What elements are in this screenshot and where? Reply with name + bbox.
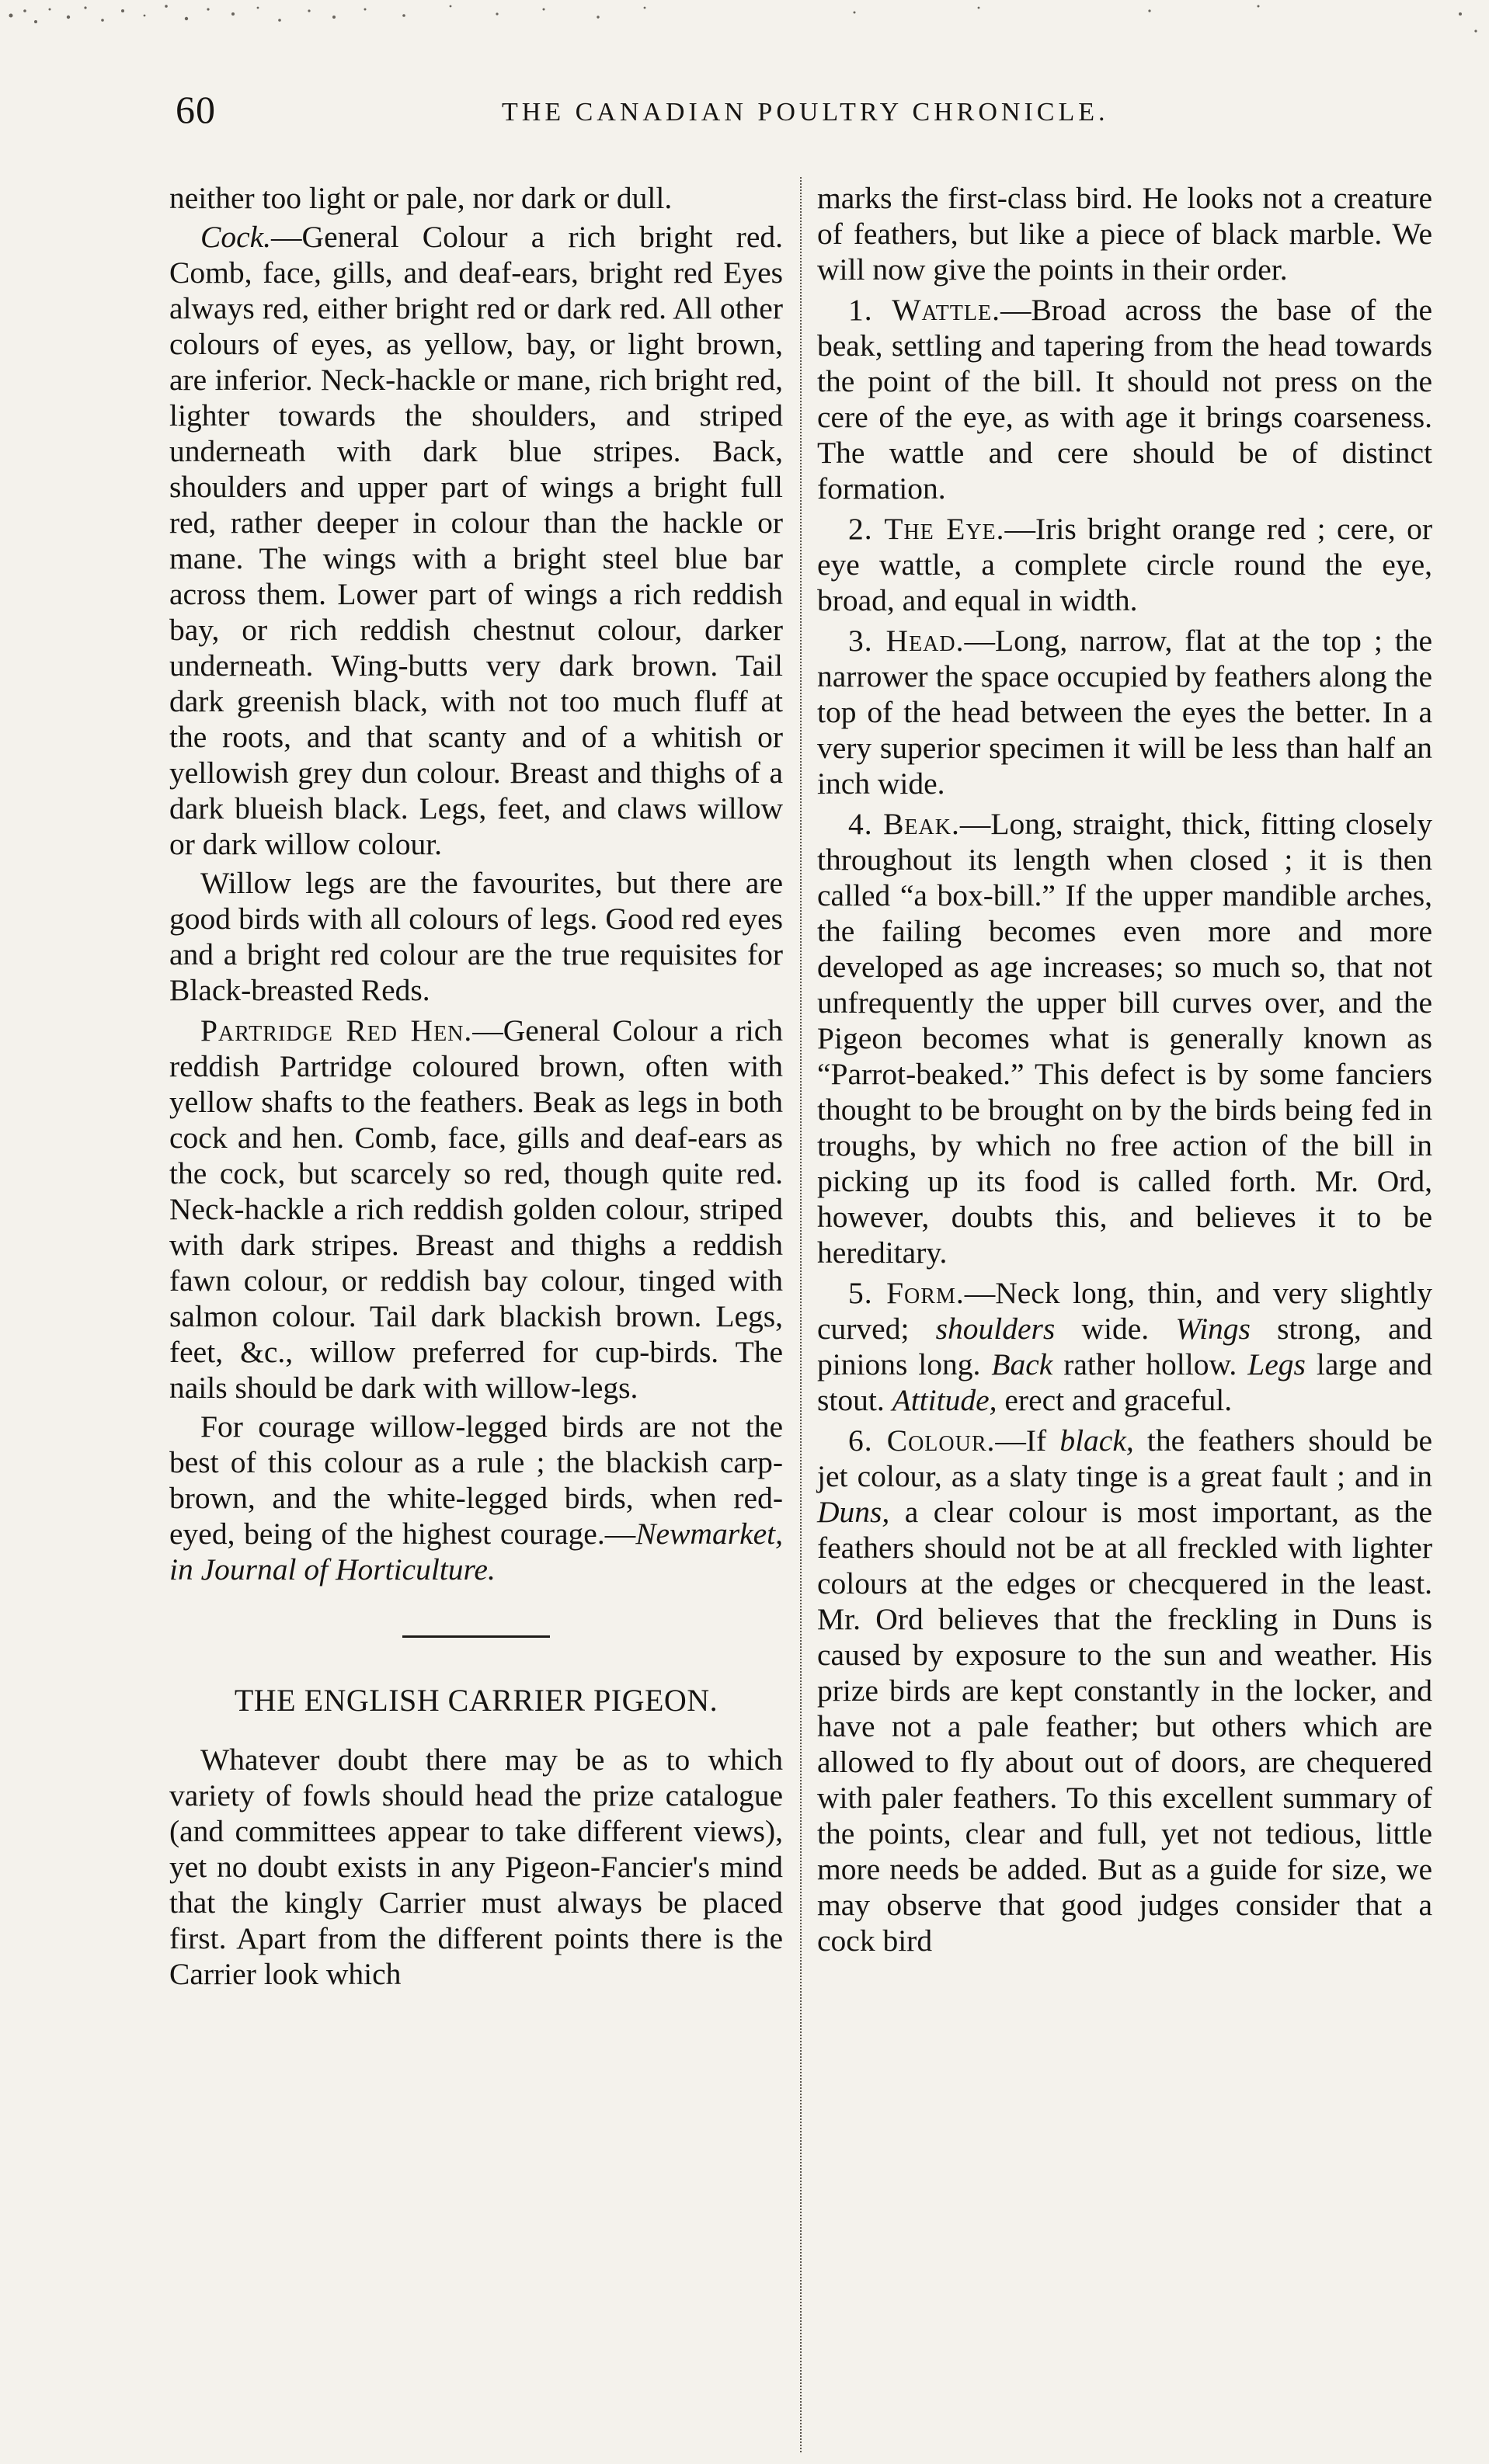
- section-divider: [402, 1635, 550, 1638]
- scan-speckle-decoration: [0, 0, 1489, 47]
- point-text: —Neck long, thin, and very slightly curved;: [817, 1276, 1432, 1346]
- point-label: 5. Form.: [848, 1276, 965, 1310]
- point-text: —Broad across the base of the beak, settling and tapering from the head towards the point of the bill. It should not press on the cere of the eye, as with age it brings coarseness. The wattle and cere should be of distinct formation.: [817, 293, 1432, 506]
- point-text: rather hollow.: [1063, 1347, 1237, 1381]
- point-head: [817, 623, 1432, 801]
- section-title: THE ENGLISH CARRIER PIGEON.: [234, 1683, 718, 1718]
- point-label: 6. Colour.: [848, 1423, 996, 1458]
- point-label: 1. Wattle.: [848, 293, 1000, 327]
- page-number: 60: [176, 88, 216, 131]
- paragraph-label: Partridge Red Hen.: [200, 1013, 473, 1048]
- paragraph: [169, 1409, 783, 1587]
- point-text: —If: [995, 1423, 1047, 1458]
- point-text: the feathers should be jet colour, as a slaty tinge is a great fault ; and in: [817, 1423, 1433, 1493]
- paragraph-text: —General Colour a rich bright red. Comb, face, gills, and deaf-ears, bright red Eyes always red, either bright red or dark red. All other colours of eyes, as yellow, bay, or light brown, are inferior. Neck-hackle or mane, rich bright red, lighter towards the shoulders, and striped underneath with dark blue stripes. Back, shoulders and upper part of wings a bright full red, rather deeper in colour than the hackle or mane. The wings with a bright steel blue bar across them. Lower part of wings a rich reddish bay, or rich reddish chestnut colour, darker underneath. Wing-butts very dark brown. Tail dark greenish black, with not too much fluff at the roots, and that scanty and of a whitish or yellowish grey dun colour. Breast and thighs of a dark blueish black. Legs, feet, and claws willow or dark willow colour.: [169, 220, 783, 861]
- term: Legs: [1247, 1347, 1306, 1381]
- point-colour: [817, 1423, 1432, 1958]
- paragraph: neither too light or pale, nor dark or dull.: [169, 181, 673, 215]
- point-text: —Long, narrow, flat at the top ; the narrower the space occupied by feathers along the top of the head between the eyes the better. In a very superior specimen it will be less than half an inch wide.: [817, 624, 1432, 801]
- term: shoulders: [935, 1312, 1056, 1346]
- point-text: wide.: [1081, 1312, 1150, 1346]
- paragraph-partridge-hen: [169, 1013, 783, 1406]
- paragraph: Whatever doubt there may be as to which variety of fowls should head the prize catalogue (and committees appear to take different views), yet no doubt exists in any Pigeon-Fancier's mind that the kingly Carrier must always be placed first. Apart from the different points there is the Carrier look which: [169, 1743, 783, 1991]
- point-wattle: [817, 292, 1432, 506]
- point-label: 4. Beak.: [848, 807, 960, 841]
- point-text: erect and graceful.: [1004, 1383, 1233, 1417]
- term: black,: [1059, 1423, 1134, 1458]
- paragraph-label: Cock.: [200, 220, 272, 254]
- point-label: 3. Head.: [848, 624, 965, 658]
- paragraph-text: For courage willow-legged birds are not the best of this colour as a rule ; the blackish carp-brown, and the white-legged birds, when red-eyed, being of the highest courage.—: [169, 1409, 783, 1551]
- paragraph-text: —General Colour a rich reddish Partridge coloured brown, often with yellow shafts to the feathers. Beak as legs in both cock and hen. Comb, face, gills and deaf-ears as the cock, but scarcely so red, though quite red. Neck-hackle a rich reddish golden colour, striped with dark stripes. Breast and thighs a reddish fawn colour, or reddish bay colour, tinged with salmon colour. Tail dark blackish brown. Legs, feet, &c., willow preferred for cup-birds. The nails should be dark with willow-legs.: [169, 1013, 783, 1405]
- point-text: strong, and pinions long.: [817, 1312, 1432, 1381]
- point-eye: [817, 511, 1432, 618]
- running-title: THE CANADIAN POULTRY CHRONICLE.: [502, 98, 1109, 127]
- point-beak: [817, 806, 1432, 1270]
- left-column: [169, 180, 783, 1992]
- point-label: 2. The Eye.: [848, 512, 1005, 546]
- term: Back: [991, 1347, 1053, 1381]
- term: Wings: [1175, 1312, 1251, 1346]
- term: Attitude,: [892, 1383, 997, 1417]
- right-column: [817, 180, 1432, 1958]
- point-text: —Iris bright orange red ; cere, or eye wattle, a complete circle round the eye, broad, and equal in width.: [817, 512, 1432, 617]
- point-text: a clear colour is most important, as the feathers should not be at all freckled with lighter colours at the edges or checquered in the least. Mr. Ord believes that the freckling in Duns is caused by exposure to the sun and weather. His prize birds are kept constantly in the locker, and have not a pale feather; but others which are allowed to fly about out of doors, are chequered with paler feathers. To this excellent summary of the points, clear and full, yet not tedious, little more needs be added. But as a guide for size, we may observe that good judges consider that a cock bird: [817, 1495, 1433, 1958]
- point-text: —Long, straight, thick, fitting closely throughout its length when closed ; it is then called “a box-bill.” If the upper mandible arches, the failing becomes even more and more developed as age increases; so much so, that not unfrequently the upper bill curves over, and the Pigeon becomes what is generally known as “Parrot-beaked.” This defect is by some fanciers thought to be brought on by the birds being fed in troughs, by which no free action of the bill in picking up its food is called forth. Mr. Ord, however, doubts this, and believes it to be hereditary.: [817, 807, 1432, 1270]
- paragraph: marks the first-class bird. He looks not a creature of feathers, but like a piece of black marble. We will now give the points in their order.: [817, 181, 1432, 287]
- point-form: [817, 1275, 1432, 1418]
- column-divider: [800, 177, 802, 2452]
- paragraph: Willow legs are the favourites, but there are good birds with all colours of legs. Good red eyes and a bright red colour are the true requisites for Black-breasted Reds.: [169, 866, 783, 1007]
- term: Duns,: [817, 1495, 890, 1529]
- point-text: large and stout.: [817, 1347, 1433, 1417]
- source-citation: Newmarket, in Journal of Horticulture.: [169, 1517, 783, 1586]
- paragraph-cock: [169, 219, 783, 862]
- page-header: [176, 87, 1434, 141]
